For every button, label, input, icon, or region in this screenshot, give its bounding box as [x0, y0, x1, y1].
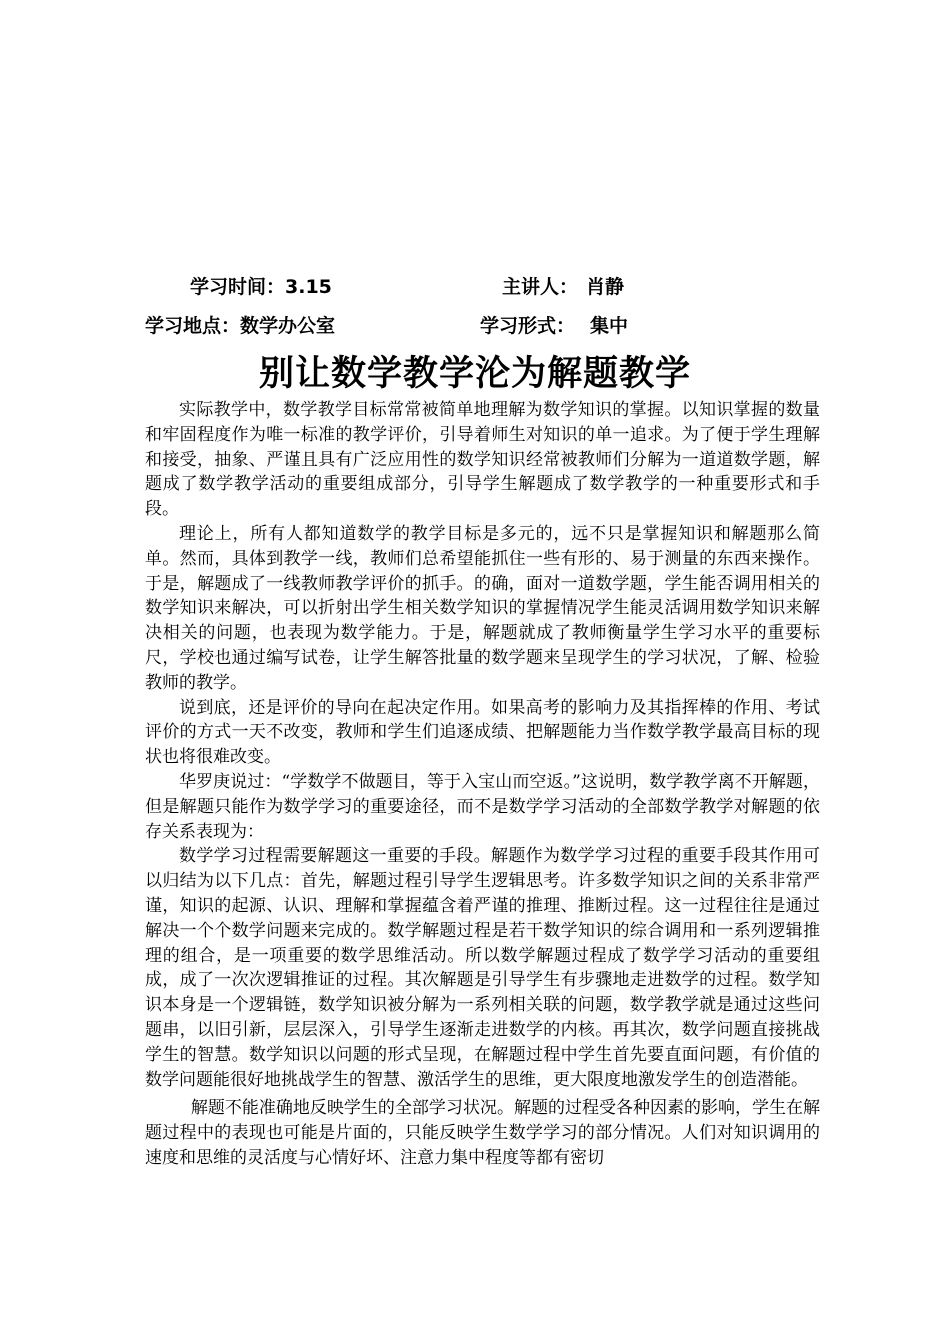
place-value: 数学办公室: [240, 315, 336, 337]
time-label: 学习时间：: [190, 276, 286, 298]
meta-row-2: [0, 309, 950, 343]
speaker-label: 主讲人：: [502, 276, 579, 298]
speaker-value: 肖静: [586, 276, 625, 298]
paragraph-2: 理论上，所有人都知道数学的教学目标是多元的，远不只是掌握知识和解题那么简单。然而，具体到教学一线，教师们总希望能抓住一些有形的、易于测量的东西来操作。于是，解题成了一线教师教学评价的抓手。的确，面对一道数学题，学生能否调用相关的数学知识来解决，可以折射出学生相关数学知识的掌握情况学生能灵活调用数学知识来解决相关的问题，也表现为数学能力。于是，解题就成了教师衡量学生学习水平的重要标尺，学校也通过编写试卷，让学生解答批量的数学题来呈现学生的学习状况，了解、检验教师的教学。: [145, 523, 820, 693]
paragraph-3: 说到底，还是评价的导向在起决定作用。如果高考的影响力及其指挥棒的作用、考试评价的方式一天不改变，教师和学生们追逐成绩、把解题能力当作数学教学最高目标的现状也将很难改变。: [145, 697, 820, 768]
time-value: 3.15: [285, 276, 332, 298]
meta-row-1: [0, 270, 950, 304]
paragraph-1: 实际教学中，数学教学目标常常被简单地理解为数学知识的掌握。以知识掌握的数量和牢固程度作为唯一标准的教学评价，引导着师生对知识的单一追求。为了便于学生理解和接受，抽象、严谨且具有广泛应用性的数学知识经常被教师们分解为一道道数学题，解题成了数学教学活动的重要组成部分，引导学生解题成了数学教学的一种重要形式和手段。: [145, 400, 820, 520]
form-value: 集中: [590, 315, 629, 337]
paragraph-6: 解题不能准确地反映学生的全部学习状况。解题的过程受各种因素的影响，学生在解题过程中的表现也可能是片面的，只能反映学生数学学习的部分情况。人们对知识调用的速度和思维的灵活度与心情好坏、注意力集中程度等都有密切: [145, 1098, 820, 1168]
form-label: 学习形式：: [480, 315, 576, 337]
place-label: 学习地点：: [145, 315, 241, 337]
article-title: 别让数学教学沦为解题教学: [258, 354, 691, 394]
paragraph-4: 华罗庚说过：“学数学不做题目，等于入宝山而空返。”这说明，数学教学离不开解题，但是解题只能作为数学学习的重要途径，而不是数学学习活动的全部数学教学对解题的依存关系表现为：: [145, 771, 820, 842]
paragraph-5: 数学学习过程需要解题这一重要的手段。解题作为数学学习过程的重要手段其作用可以归结为以下几点：首先，解题过程引导学生逻辑思考。许多数学知识之间的关系非常严谨，知识的起源、认识、理解和掌握蕴含着严谨的推理、推断过程。这一过程往往是通过解决一个个数学问题来完成的。数学解题过程是若干数学知识的综合调用和一系列逻辑推理的组合，是一项重要的数学思维活动。所以数学解题过程成了数学学习活动的重要组成，成了一次次逻辑推证的过程。其次解题是引导学生有步骤地走进数学的过程。数学知识本身是一个逻辑链，数学知识被分解为一系列相关联的问题，数学教学就是通过这些问题串，以旧引新，层层深入，引导学生逐渐走进数学的内核。再其次，数学问题直接挑战学生的智慧。数学知识以问题的形式呈现，在解题过程中学生首先要直面问题，有价值的数学问题能很好地挑战学生的智慧、激活学生的思维，更大限度地激发学生的创造潜能。: [145, 846, 820, 1090]
article-body: [145, 398, 820, 1171]
